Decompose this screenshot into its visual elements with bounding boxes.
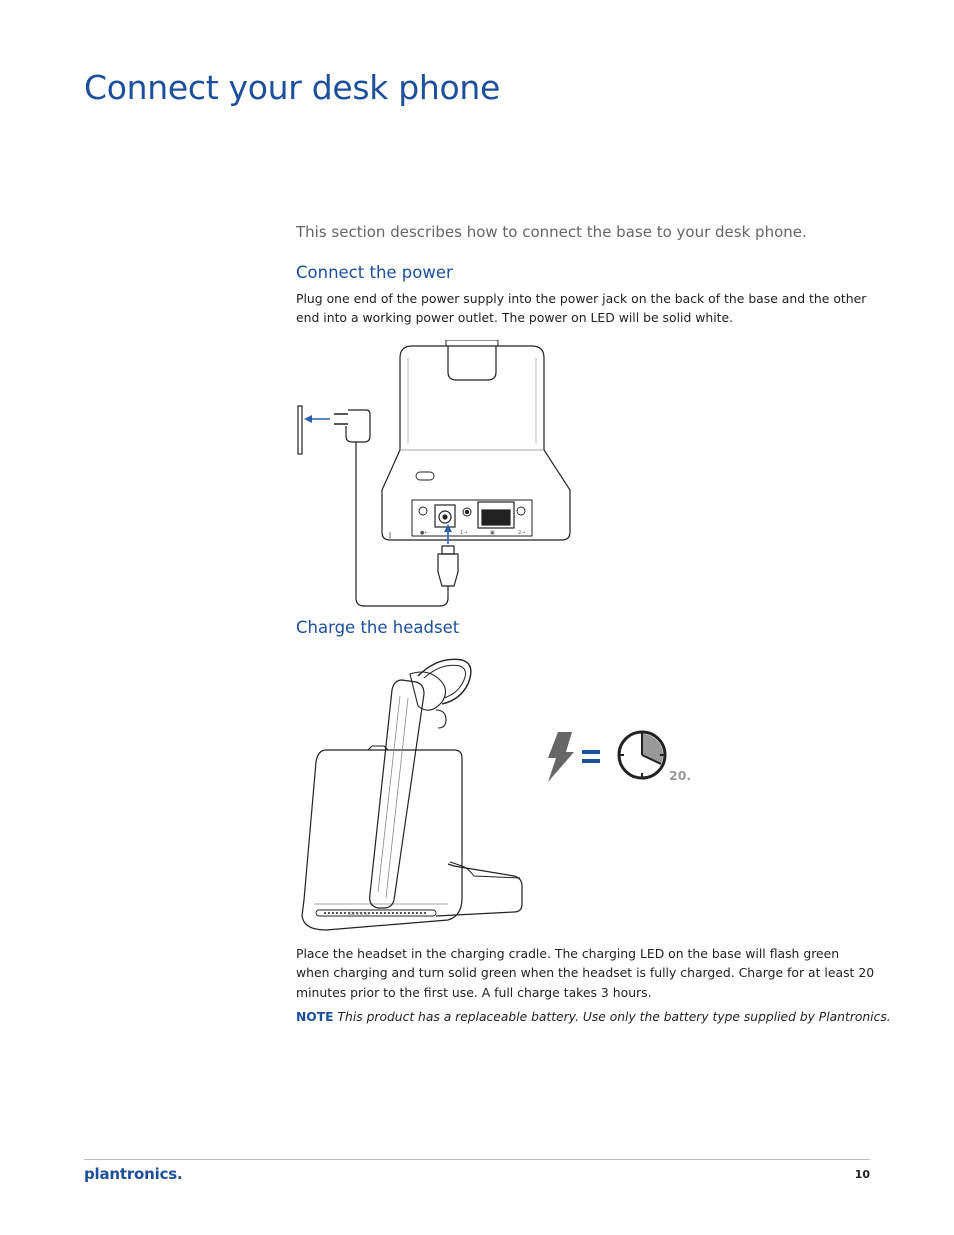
page-title: Connect your desk phone bbox=[84, 68, 501, 107]
note-label: NOTE bbox=[296, 1010, 334, 1024]
section-heading-charge-headset: Charge the headset bbox=[296, 618, 460, 637]
plantronics-logo: plantronics. bbox=[84, 1165, 183, 1183]
svg-text:1→: 1→ bbox=[460, 530, 468, 536]
note bbox=[296, 1010, 891, 1024]
section-body-connect-power: Plug one end of the power supply into the power jack on the back of the base and the other end into a working power outlet. The power on LED will be solid white. bbox=[296, 291, 867, 326]
note-text: This product has a replaceable battery. Use only the battery type supplied by Plantronics. bbox=[337, 1010, 891, 1024]
charge-time-label: 20. bbox=[669, 768, 692, 783]
power-connection-illustration bbox=[292, 340, 582, 610]
page-number: 10 bbox=[854, 1168, 870, 1181]
section-body-charge-headset: Place the headset in the charging cradle. The charging LED on the base will flash green when charging and turn solid green when the headset is fully charged. Charge for at least 20 minutes prior to the first use. A full charge takes 3 hours. bbox=[296, 946, 875, 1000]
svg-text:2→: 2→ bbox=[518, 530, 526, 536]
section-heading-connect-power: Connect the power bbox=[296, 263, 453, 282]
svg-text:▣: ▣ bbox=[490, 530, 495, 536]
headset-charging-illustration bbox=[298, 654, 526, 936]
footer-divider bbox=[84, 1159, 870, 1160]
intro-text: This section describes how to connect the base to your desk phone. bbox=[296, 223, 807, 241]
charge-equals-time-icon bbox=[544, 730, 669, 784]
svg-text:plantronics: plantronics bbox=[348, 911, 371, 916]
svg-text:●←: ●← bbox=[420, 530, 429, 536]
